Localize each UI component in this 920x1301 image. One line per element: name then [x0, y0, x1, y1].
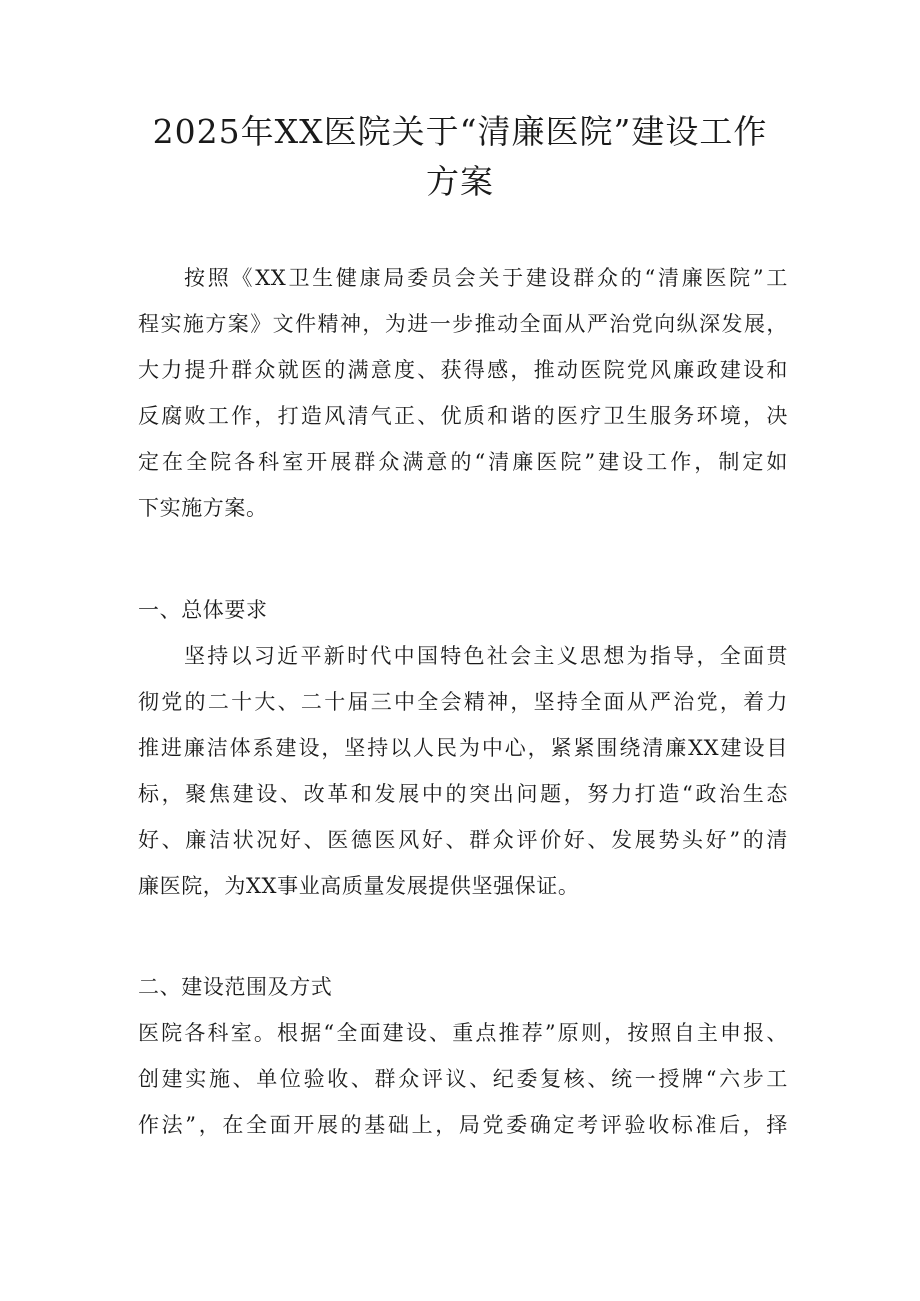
title-line: 方案	[426, 162, 494, 201]
paragraph-line: 坚持以习近平新时代中国特色社会主义思想为指导，全面贯	[184, 644, 788, 668]
intro-paragraph	[138, 255, 788, 531]
paragraph-line: 程实施方案》文件精神，为进一步推动全面从严治党向纵深发展，	[138, 312, 788, 336]
document-title	[120, 107, 800, 207]
paragraph-line: 标，聚焦建设、改革和发展中的突出问题，努力打造“政治生态	[138, 782, 788, 806]
paragraph-line: 推进廉洁体系建设，坚持以人民为中心，紧紧围绕清廉XX建设目	[138, 736, 788, 760]
paragraph-line: 彻党的二十大、二十届三中全会精神，坚持全面从严治党，着力	[138, 690, 788, 714]
paragraph-line: 医院各科室。根据“全面建设、重点推荐”原则，按照自主申报、	[138, 1021, 788, 1045]
general-requirements-paragraph	[138, 633, 788, 909]
paragraph-line: 按照《XX卫生健康局委员会关于建设群众的“清廉医院”工	[184, 266, 788, 290]
paragraph-line: 廉医院，为XX事业高质量发展提供坚强保证。	[138, 874, 580, 898]
paragraph-line: 作法”，在全面开展的基础上，局党委确定考评验收标准后，择	[138, 1113, 788, 1137]
title-line: 2025年XX医院关于“清廉医院”建设工作	[152, 112, 768, 151]
paragraph-line: 创建实施、单位验收、群众评议、纪委复核、统一授牌“六步工	[138, 1067, 788, 1091]
paragraph-line: 大力提升群众就医的满意度、获得感，推动医院党风廉政建设和	[138, 358, 788, 382]
section-heading-general-requirements: 一、总体要求	[138, 598, 268, 622]
paragraph-line: 下实施方案。	[138, 496, 268, 520]
scope-and-method-paragraph	[138, 1010, 788, 1148]
section-heading-scope-and-method: 二、建设范围及方式	[138, 975, 333, 999]
paragraph-line: 好、廉洁状况好、医德医风好、群众评价好、发展势头好”的清	[138, 828, 788, 852]
paragraph-line: 反腐败工作，打造风清气正、优质和谐的医疗卫生服务环境，决	[138, 404, 788, 428]
paragraph-line: 定在全院各科室开展群众满意的“清廉医院”建设工作，制定如	[138, 450, 788, 474]
